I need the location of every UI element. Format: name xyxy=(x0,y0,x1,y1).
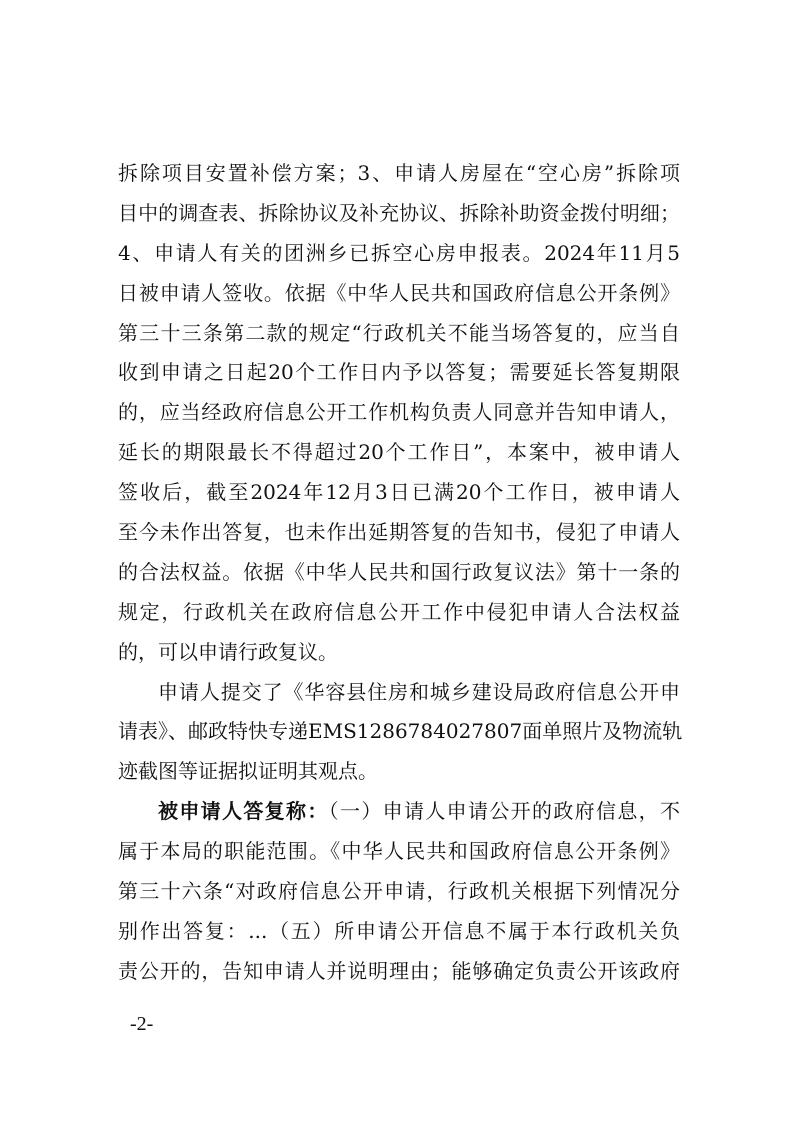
text-line: 目中的调查表、拆除协议及补充协议、拆除补助资金拨付明细； xyxy=(118,200,680,225)
text-line: 日被申请人签收。依据《中华人民共和国政府信息公开条例》 xyxy=(118,280,680,305)
text-line: 别作出答复：...（五）所申请公开信息不属于本行政机关负 xyxy=(118,918,680,943)
text-line: 延长的期限最长不得超过20个工作日”，本案中，被申请人 xyxy=(118,440,680,465)
text-line: 第三十六条“对政府信息公开申请，行政机关根据下列情况分 xyxy=(118,879,680,904)
text-line: 签收后，截至2024年12月3日已满20个工作日，被申请人 xyxy=(118,480,680,505)
page-number: -2- xyxy=(130,1013,154,1035)
text-line: 属于本局的职能范围。《中华人民共和国政府信息公开条例》 xyxy=(118,839,680,864)
text-line: 收到申请之日起20个工作日内予以答复；需要延长答复期限 xyxy=(118,360,680,385)
text-line: 迹截图等证据拟证明其观点。 xyxy=(118,759,378,784)
text-line: 请表》、邮政特快专递EMS1286784027807面单照片及物流轨 xyxy=(118,719,683,744)
text-line: 至今未作出答复，也未作出延期答复的告知书，侵犯了申请人 xyxy=(118,520,680,545)
text-line: 第三十三条第二款的规定“行政机关不能当场答复的，应当自 xyxy=(118,320,680,345)
respondent-reply-line xyxy=(118,792,680,832)
text-line: 拆除项目安置补偿方案；3、申请人房屋在“空心房”拆除项 xyxy=(118,161,680,185)
text-line: 的合法权益。依据《中华人民共和国行政复议法》第十一条的 xyxy=(118,559,680,584)
text-line: 4、申请人有关的团洲乡已拆空心房申报表。2024年11月5 xyxy=(118,240,680,265)
respondent-reply-label: 被申请人答复称： xyxy=(158,799,329,824)
text-line: 责公开的，告知申请人并说明理由；能够确定负责公开该政府 xyxy=(118,958,680,983)
document-body xyxy=(118,154,683,992)
text-line: 规定，行政机关在政府信息公开工作中侵犯申请人合法权益 xyxy=(118,599,680,624)
text-line-remainder: （一）申请人申请公开的政府信息，不 xyxy=(328,799,681,824)
text-line: 申请人提交了《华容县住房和城乡建设局政府信息公开申 xyxy=(158,679,680,704)
text-line: 的，可以申请行政复议。 xyxy=(118,639,338,664)
text-line: 的，应当经政府信息公开工作机构负责人同意并告知申请人， xyxy=(118,400,680,425)
